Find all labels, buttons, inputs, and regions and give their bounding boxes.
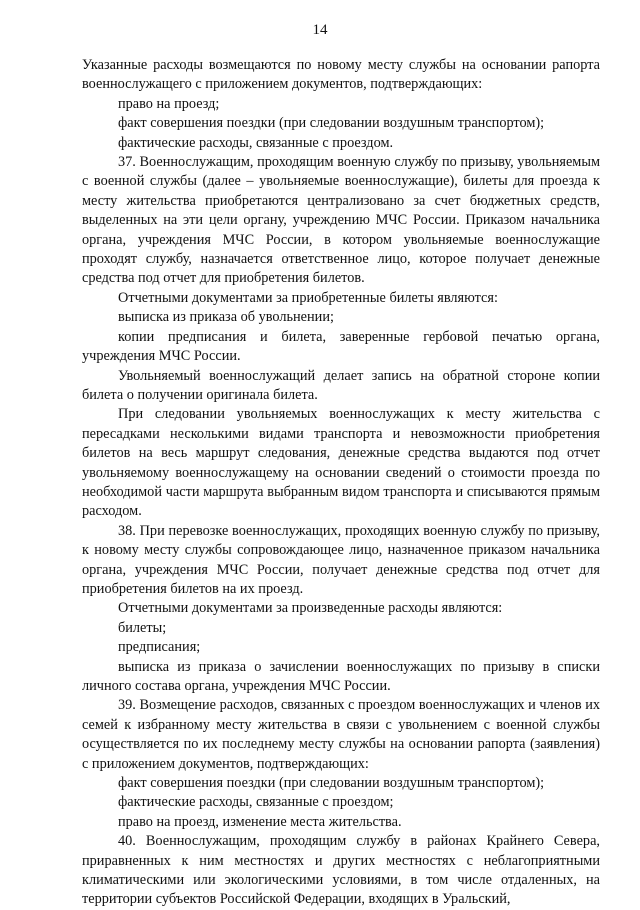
paragraph: билеты;	[118, 619, 167, 636]
paragraph-clause-37: 37. Военнослужащим, проходящим военную службу по призыву, увольняемым с военной службы (далее – увольняемые военнослужащие), билеты для проезда к месту жительства приобретаются централизовано за счет бюджетных средств, выделенных на эти цели органу, учреждению МЧС России. Приказом начальника органа, учреждения МЧС России, в котором увольняемые военнослужащие проходят службу, назначается ответственное лицо, которое получает денежные средства под отчет для приобретения билетов.	[82, 154, 600, 287]
paragraph: право на проезд, изменение места жительства.	[118, 813, 402, 830]
document-body	[82, 56, 600, 910]
paragraph: фактические расходы, связанные с проездом.	[118, 134, 394, 151]
paragraph: факт совершения поездки (при следовании воздушным транспортом);	[118, 115, 545, 132]
paragraph: право на проезд;	[118, 95, 220, 112]
paragraph-clause-38: 38. При перевозке военнослужащих, проходящих военную службу по призыву, к новому месту службы сопровождающее лицо, назначенное приказом начальника органа, учреждения МЧС России, получает денежные средства под отчет для приобретения билетов на их проезд.	[82, 522, 600, 597]
paragraph: Увольняемый военнослужащий делает запись на обратной стороне копии билета о получении оригинала билета.	[82, 367, 600, 403]
paragraph: предписания;	[118, 639, 201, 656]
paragraph: выписка из приказа о зачислении военнослужащих по призыву в списки личного состава органа, учреждения МЧС России.	[82, 658, 600, 694]
paragraph: фактические расходы, связанные с проездом;	[118, 794, 394, 811]
page-number: 14	[312, 22, 328, 38]
paragraph: При следовании увольняемых военнослужащих к месту жительства с пересадками несколькими видами транспорта и невозможности приобретения билетов на весь маршрут следования, денежные средства выдаются под отчет увольняемому военнослужащему на основании сведений о стоимости проезда по необходимой части маршрута выбранным видом транспорта и списываются прямым расходом.	[82, 406, 600, 520]
paragraph: Указанные расходы возмещаются по новому месту службы на основании рапорта военнослужащего с приложением документов, подтверждающих:	[82, 57, 600, 93]
paragraph-clause-40: 40. Военнослужащим, проходящим службу в районах Крайнего Севера, приравненных к ним местностях и других местностях с неблагоприятными климатическими или экологическими условиями, в том числе отдаленных, на территории субъектов Российской Федерации, входящих в Уральский,	[82, 833, 600, 908]
paragraph: Отчетными документами за приобретенные билеты являются:	[118, 289, 498, 306]
paragraph-clause-39: 39. Возмещение расходов, связанных с проездом военнослужащих и членов их семей к избранному месту жительства в связи с увольнением с военной службы осуществляется по их последнему месту службы на основании рапорта (заявления) с приложением документов, подтверждающих:	[82, 697, 600, 772]
paragraph: факт совершения поездки (при следовании воздушным транспортом);	[118, 775, 545, 792]
paragraph: Отчетными документами за произведенные расходы являются:	[118, 600, 503, 617]
paragraph: выписка из приказа об увольнении;	[118, 309, 334, 326]
paragraph: копии предписания и билета, заверенные гербовой печатью органа, учреждения МЧС России.	[82, 328, 600, 365]
